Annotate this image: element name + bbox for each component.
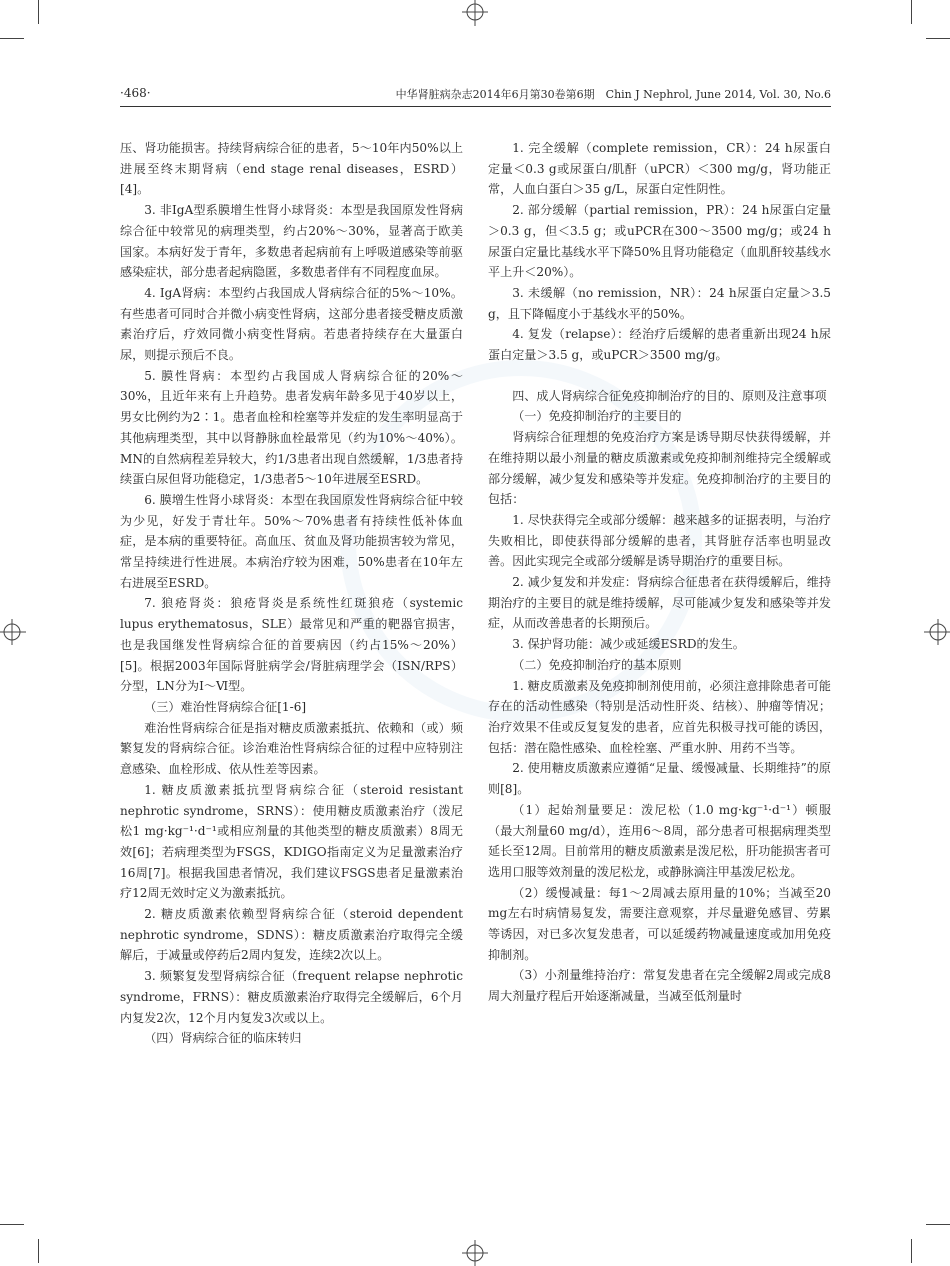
paragraph: （三）难治性肾病综合征[1-6]: [144, 699, 307, 714]
paragraph: （二）免疫抑制治疗的基本原则: [512, 657, 682, 672]
paragraph: 压、肾功能损害。持续肾病综合征的患者，5～10年内50%以上进展至终末期肾病（end stage renal diseases，ESRD）[4]。: [120, 141, 463, 197]
crop-mark-top-right-v: [911, 0, 912, 24]
page-number: ·468·: [120, 86, 151, 100]
paragraph: 难治性肾病综合征是指对糖皮质激素抵抗、依赖和（或）频繁复发的肾病综合征。诊治难治性肾病综合征的过程中应特别注意感染、血栓形成、依从性差等因素。: [120, 720, 463, 777]
paragraph: 4. IgA肾病：本型约占我国成人肾病综合征的5%～10%。有些患者可同时合并微小病变性肾病，这部分患者接受糖皮质激素治疗后，疗效同微小病变性肾病。若患者持续存在大量蛋白尿，则提示预后不良。: [120, 285, 463, 363]
paragraph: 6. 膜增生性肾小球肾炎：本型在我国原发性肾病综合征中较为少见，好发于青壮年。50%～70%患者有持续性低补体血症，是本病的重要特征。高血压、贫血及肾功能损害较为常见，常呈持续进行性进展。本病治疗较为困难，50%患者在10年左右进展至ESRD。: [120, 492, 463, 590]
registration-mark-bottom: [460, 1236, 490, 1266]
journal-citation: 中华肾脏病杂志2014年6月第30卷第6期 Chin J Nephrol, June 2014, Vol. 30, No.6: [395, 88, 831, 101]
paragraph: 2. 部分缓解（partial remission，PR）：24 h尿蛋白定量＞0.3 g，但＜3.5 g；或uPCR在300～3500 mg/g；或24 h尿蛋白定量比基线水平下降50%且肾功能稳定（血肌酐较基线水平上升＜20%）。: [488, 203, 831, 280]
header-rule: [120, 106, 831, 107]
running-header: [120, 86, 831, 106]
paragraph: 2. 糖皮质激素依赖型肾病综合征（steroid dependent nephrotic syndrome，SDNS）：糖皮质激素治疗取得完全缓解后，于减量或停药后2周内复发，连续2次以上。: [120, 907, 463, 963]
registration-mark-top: [460, 0, 490, 30]
paragraph: 2. 减少复发和并发症：肾病综合征患者在获得缓解后，维持期治疗的主要目的就是维持缓解，尽可能减少复发和感染等并发症，从而改善患者的长期预后。: [488, 575, 831, 631]
crop-mark-bottom-right-v: [911, 1239, 912, 1263]
paragraph: （2）缓慢减量：每1～2周减去原用量的10%；当减至20 mg左右时病情易复发，需要注意观察，并尽量避免感冒、劳累等诱因，对已多次复发患者，可以延缓药物减量速度或加用免疫抑制剂。: [488, 885, 831, 962]
left-text-column: [120, 138, 463, 1049]
registration-mark-left: [0, 617, 30, 647]
paragraph: （一）免疫抑制治疗的主要目的: [512, 409, 682, 424]
crop-mark-top-left-v: [38, 0, 39, 24]
paragraph: 1. 糖皮质激素及免疫抑制剂使用前，必须注意排除患者可能存在的活动性感染（特别是活动性肝炎、结核）、肿瘤等情况；治疗效果不佳或反复复发的患者，应首先积极寻找可能的诱因，包括：潜在隐性感染、血栓栓塞、严重水肿、用药不当等。: [488, 678, 831, 755]
paragraph: 5. 膜性肾病：本型约占我国成人肾病综合征的20%～30%，且近年来有上升趋势。患者发病年龄多见于40岁以上，男女比例约为2∶1。患者血栓和栓塞等并发症的发生率明显高于其他病理类型，其中以肾静脉血栓最常见（约为10%～40%）。MN的自然病程差异较大，约1/3患者出现自然缓解，1/3患者持续蛋白尿但肾功能稳定，1/3患者5～10年进展至ESRD。: [120, 368, 463, 487]
paragraph: 3. 未缓解（no remission，NR）：24 h尿蛋白定量＞3.5 g，且下降幅度小于基线水平的50%。: [488, 285, 831, 321]
section-heading: 四、成人肾病综合征免疫抑制治疗的目的、原则及注意事项: [512, 388, 827, 403]
paragraph: 3. 保护肾功能：减少或延缓ESRD的发生。: [512, 637, 745, 652]
paragraph: 1. 完全缓解（complete remission，CR）：24 h尿蛋白定量＜0.3 g或尿蛋白/肌酐（uPCR）＜300 mg/g，肾功能正常，人血白蛋白＞35 g/L，尿蛋白定性阴性。: [488, 141, 831, 197]
paragraph: 7. 狼疮肾炎：狼疮肾炎是系统性红斑狼疮（systemic lupus erythematosus，SLE）最常见和严重的靶器官损害，也是我国继发性肾病综合征的首要病因（约占15%～20%）[5]。根据2003年国际肾脏病学会/肾脏病理学会（ISN/RPS）分型，LN分为Ⅰ～Ⅵ型。: [120, 596, 463, 694]
paragraph: 3. 频繁复发型肾病综合征（frequent relapse nephrotic syndrome，FRNS）：糖皮质激素治疗取得完全缓解后，6个月内复发2次，12个月内复发3次或以上。: [120, 969, 463, 1025]
paragraph: 3. 非IgA型系膜增生性肾小球肾炎：本型是我国原发性肾病综合征中较常见的病理类型，约占20%～30%，显著高于欧美国家。本病好发于青年，多数患者起病前有上呼吸道感染等前驱感染症状，部分患者起病隐匿，多数患者伴有不同程度血尿。: [120, 203, 463, 280]
paragraph: 4. 复发（relapse）：经治疗后缓解的患者重新出现24 h尿蛋白定量＞3.5 g，或uPCR＞3500 mg/g。: [488, 327, 831, 363]
paragraph: 1. 尽快获得完全或部分缓解：越来越多的证据表明，与治疗失败相比，即使获得部分缓解的患者，其肾脏存活率也明显改善。因此实现完全或部分缓解是诱导期治疗的重要目标。: [488, 512, 831, 569]
paragraph: 肾病综合征理想的免疫治疗方案是诱导期尽快获得缓解，并在维持期以最小剂量的糖皮质激素或免疫抑制剂维持完全缓解或部分缓解，减少复发和感染等并发症。免疫抑制治疗的主要目的包括：: [488, 430, 831, 507]
crop-mark-bottom-left-h: [0, 1224, 24, 1225]
paragraph: 2. 使用糖皮质激素应遵循“足量、缓慢减量、长期维持”的原则[8]。: [488, 761, 831, 797]
crop-mark-top-right-h: [926, 38, 950, 39]
registration-mark-right: [920, 617, 950, 647]
right-text-column: [488, 138, 831, 1007]
crop-mark-bottom-left-v: [38, 1239, 39, 1263]
paragraph: （四）肾病综合征的临床转归: [144, 1031, 302, 1046]
paragraph: （3）小剂量维持治疗：常复发患者在完全缓解2周或完成8周大剂量疗程后开始逐渐减量，当减至低剂量时: [488, 968, 831, 1004]
paragraph: 1. 糖皮质激素抵抗型肾病综合征（steroid resistant nephrotic syndrome，SRNS）：使用糖皮质激素治疗（泼尼松1 mg·kg⁻¹·d⁻¹或相应剂量的其他类型的糖皮质激素）8周无效[6]；若病理类型为FSGS，KDIGO指南定义为足量激素治疗16周[7]。根据我国患者情况，我们建议FSGS患者足量激素治疗12周无效时定义为激素抵抗。: [120, 782, 463, 901]
crop-mark-top-left-h: [0, 38, 24, 39]
paragraph: （1）起始剂量要足：泼尼松（1.0 mg·kg⁻¹·d⁻¹）顿服（最大剂量60 mg/d），连用6～8周，部分患者可根据病理类型延长至12周。目前常用的糖皮质激素是泼尼松，肝功能损害者可选用口服等效剂量的泼尼松龙，或静脉滴注甲基泼尼松龙。: [488, 802, 831, 879]
crop-mark-bottom-right-h: [926, 1224, 950, 1225]
